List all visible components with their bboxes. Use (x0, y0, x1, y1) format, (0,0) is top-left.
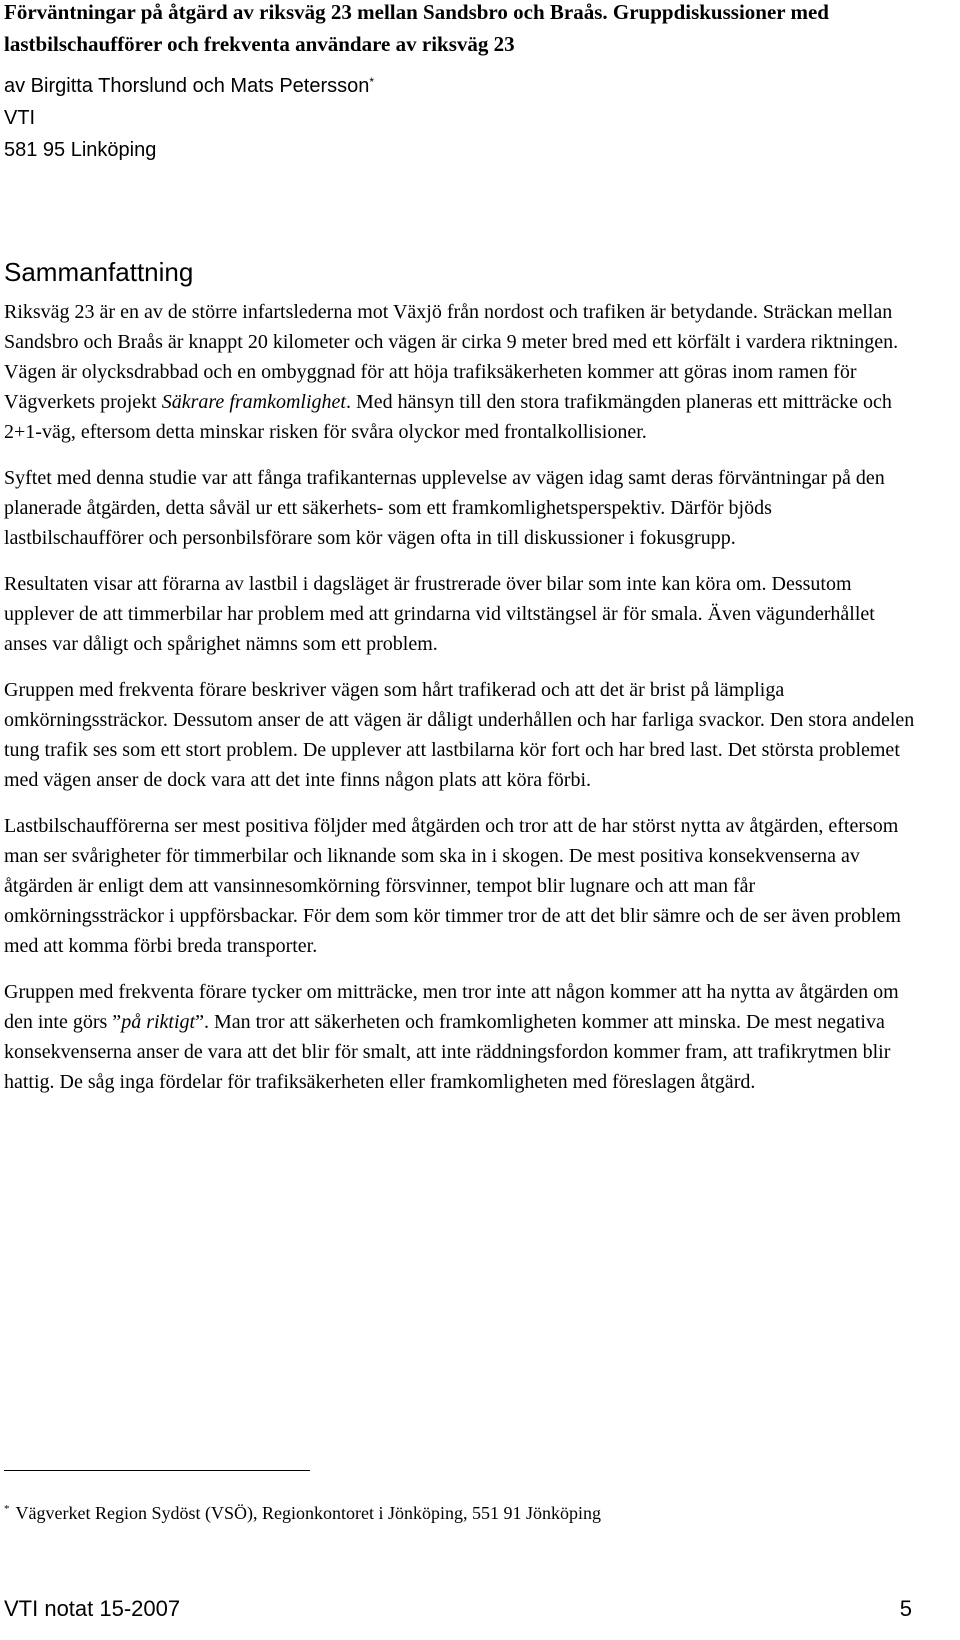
summary-body (4, 297, 916, 1113)
summary-paragraph-3: Resultaten visar att förarna av lastbil i dagsläget är frustrerade över bilar som inte kan köra om. Dessutom upplever de att timmerbilar har problem med att grindarna vid viltstängsel är för smala. Även vägunderhållet anses var dåligt och spårighet nämns som ett problem. (4, 573, 875, 655)
paragraph-text: ”. Man tror att säkerheten och framkomligheten kommer att minska. De mest negativa konsekvenserna anser de vara att det blir för smalt, att inte räddningsfordon kommer fram, att trafikrytmen blir hattig. De såg inga fördelar för trafiksäkerheten eller framkomligheten med föreslagen åtgärd. (4, 1011, 891, 1093)
report-number: VTI notat 15-2007 (4, 1596, 181, 1621)
summary-paragraph-4: Gruppen med frekventa förare beskriver vägen som hårt trafikerad och att det är brist på lämpliga omkörningssträckor. Dessutom anser de att vägen är dåligt underhållen och har farliga svackor. Den stora andelen tung trafik ses som ett stort problem. De upplever att lastbilarna kör fort och har bred last. Det största problemet med vägen anser de dock vara att det inte finns någon plats att köra förbi. (4, 679, 915, 791)
paragraph-text: Riksväg 23 är en av de större infartslederna mot Växjö från nordost och trafiken är betydande. Sträckan mellan Sandsbro och Braås är knappt 20 kilometer och vägen är cirka 9 meter bred med ett körfält i vardera riktningen. Vägen är olycksdrabbad och en ombyggnad för att höja trafiksäkerheten kommer att göras inom ramen för Vägverkets projekt (4, 301, 899, 413)
document-title: Förväntningar på åtgärd av riksväg 23 mellan Sandsbro och Braås. Gruppdiskussioner med lastbilschaufförer och frekventa användare av riksväg 23 (4, 0, 829, 56)
footnote-marker: * (4, 1503, 10, 1515)
page-footer (4, 1594, 912, 1624)
paragraph-text: . Med hänsyn till den stora trafikmängden planeras ett mitträcke och 2+1-väg, eftersom detta minskar risken för svåra olyckor med frontalkollisioner. (4, 391, 892, 443)
footnote-text: Vägverket Region Sydöst (VSÖ), Regionkontoret i Jönköping, 551 91 Jönköping (15, 1503, 601, 1523)
quoted-emphasis: på riktigt (121, 1011, 196, 1033)
author-names: av Birgitta Thorslund och Mats Petersson (4, 75, 370, 97)
author-address: 581 95 Linköping (4, 139, 157, 161)
summary-paragraph-5: Lastbilschaufförerna ser mest positiva följder med åtgärden och tror att de har störst nytta av åtgärden, eftersom man ser svårigheter för timmerbilar och liknande som ska in i skogen. De mest positiva konsekvenserna av åtgärden är enligt dem att vansinnesomkörning försvinner, tempot blir lugnare och att man får omkörningssträckor i uppförsbackar. För dem som kör timmer tror de att det blir sämre och de ser även problem med att komma förbi breda transporter. (4, 815, 901, 957)
project-name-emphasis: Säkrare framkomlighet (161, 391, 346, 413)
author-organization: VTI (4, 107, 36, 129)
summary-heading: Sammanfattning (4, 257, 194, 287)
page-number: 5 (899, 1596, 912, 1621)
summary-paragraph-6 (4, 977, 916, 1097)
footnote (4, 1500, 904, 1526)
paragraph-text: Gruppen med frekventa förare tycker om mitträcke, men tror inte att någon kommer att ha nytta av åtgärden om den inte görs ” (4, 981, 899, 1033)
author-footnote-marker: * (369, 75, 375, 89)
author-byline (4, 70, 704, 102)
summary-paragraph-2: Syftet med denna studie var att fånga trafikanternas upplevelse av vägen idag samt deras förväntningar på den planerade åtgärden, detta såväl ur ett säkerhets- som ett framkomlighetsperspektiv. Därför bjöds lastbilschaufförer och personbilsförare som kör vägen ofta in till diskussioner i fokusgrupp. (4, 467, 885, 549)
footnote-divider (4, 1470, 310, 1471)
summary-paragraph-1 (4, 297, 916, 447)
author-block (4, 70, 704, 166)
